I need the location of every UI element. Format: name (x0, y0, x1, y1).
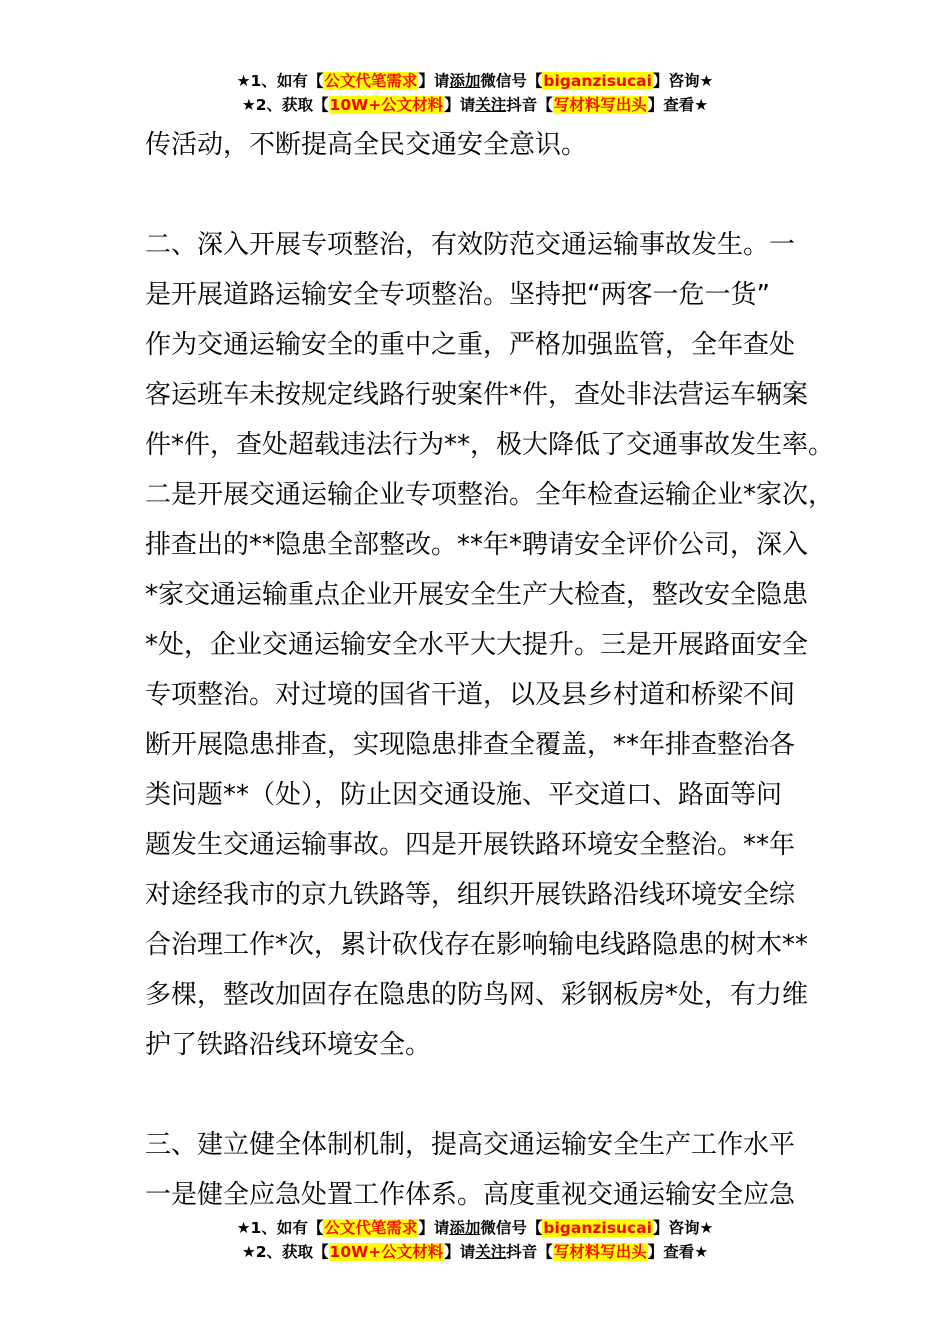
text-line: 作为交通运输安全的重中之重，严格加强监管，全年查处 (145, 330, 796, 360)
banner-line-1 (0, 70, 950, 94)
banner-text: 】查看★ (647, 1243, 709, 1261)
text-line: 三、建立健全体制机制，提高交通运输安全生产工作水平 (145, 1130, 796, 1160)
banner-underlined-text: 关注 (475, 96, 507, 114)
text-line: 对途经我市的京九铁路等，组织开展铁路沿线环境安全综 (145, 880, 796, 910)
text-line: 题发生交通运输事故。四是开展铁路环境安全整治。**年 (145, 830, 796, 860)
text-line: 一是健全应急处置工作体系。高度重视交通运输安全应急 (145, 1180, 796, 1210)
banner-text: ★2、获取【 (241, 1243, 329, 1261)
text-line: 类问题**（处），防止因交通设施、平交道口、路面等问 (145, 780, 783, 810)
text-line: 排查出的**隐患全部整改。**年*聘请安全评价公司，深入 (145, 530, 809, 560)
banner-wechat-id: biganzisucai (543, 1219, 652, 1237)
text-line: 传活动，不断提高全民交通安全意识。 (145, 130, 588, 160)
paragraph-gap (145, 170, 835, 220)
banner-highlight: 公文代笔需求 (324, 72, 418, 90)
text-line: *处，企业交通运输安全水平大大提升。三是开展路面安全 (145, 630, 809, 660)
banner-text: 】请 (418, 72, 450, 90)
banner-highlight: 10W+公文材料 (329, 1243, 444, 1261)
banner-wechat-id: biganzisucai (543, 72, 652, 90)
banner-text: 】请 (418, 1219, 450, 1237)
text-line: 二是开展交通运输企业专项整治。全年检查运输企业*家次， (145, 480, 835, 510)
banner-douyin-account: 写材料写出头 (553, 96, 647, 114)
banner-text: ★2、获取【 (241, 96, 329, 114)
banner-text: 微信号【 (480, 1219, 543, 1237)
document-body (145, 120, 835, 1220)
text-line: 是开展道路运输安全专项整治。坚持把“两客一危一货” (145, 280, 770, 310)
banner-highlight: 10W+公文材料 (329, 96, 444, 114)
banner-text: 】请 (444, 1243, 476, 1261)
text-line: 断开展隐患排查，实现隐患排查全覆盖，**年排查整治各 (145, 730, 796, 760)
banner-douyin-account: 写材料写出头 (553, 1243, 647, 1261)
footer-banner (0, 1217, 950, 1265)
text-line: 护了铁路沿线环境安全。 (145, 1030, 432, 1060)
text-line: 多棵，整改加固存在隐患的防鸟网、彩钢板房*处，有力维 (145, 980, 809, 1010)
banner-underlined-text: 关注 (475, 1243, 507, 1261)
banner-highlight: 公文代笔需求 (324, 1219, 418, 1237)
text-line: 二、深入开展专项整治，有效防范交通运输事故发生。一 (145, 230, 796, 260)
banner-text: 】查看★ (647, 96, 709, 114)
text-line: 合治理工作*次，累计砍伐存在影响输电线路隐患的树木** (145, 930, 809, 960)
banner-text: 抖音【 (506, 96, 553, 114)
banner-text: ★1、如有【 (236, 72, 324, 90)
banner-text: ★1、如有【 (236, 1219, 324, 1237)
text-line: 件*件，查处超载违法行为**，极大降低了交通事故发生率。 (145, 430, 835, 460)
paragraph-gap (145, 1070, 835, 1120)
banner-underlined-text: 添加 (449, 1219, 481, 1237)
banner-line-2 (0, 94, 950, 118)
banner-text: 微信号【 (480, 72, 543, 90)
banner-underlined-text: 添加 (449, 72, 481, 90)
header-banner (0, 70, 950, 118)
text-line: 客运班车未按规定线路行驶案件*件，查处非法营运车辆案 (145, 380, 809, 410)
text-line: *家交通运输重点企业开展安全生产大检查，整改安全隐患 (145, 580, 809, 610)
text-line: 专项整治。对过境的国省干道，以及县乡村道和桥梁不间 (145, 680, 796, 710)
banner-line-1 (0, 1217, 950, 1241)
banner-text: 】咨询★ (652, 1219, 714, 1237)
banner-line-2 (0, 1241, 950, 1265)
banner-text: 】请 (444, 96, 476, 114)
banner-text: 抖音【 (506, 1243, 553, 1261)
banner-text: 】咨询★ (652, 72, 714, 90)
